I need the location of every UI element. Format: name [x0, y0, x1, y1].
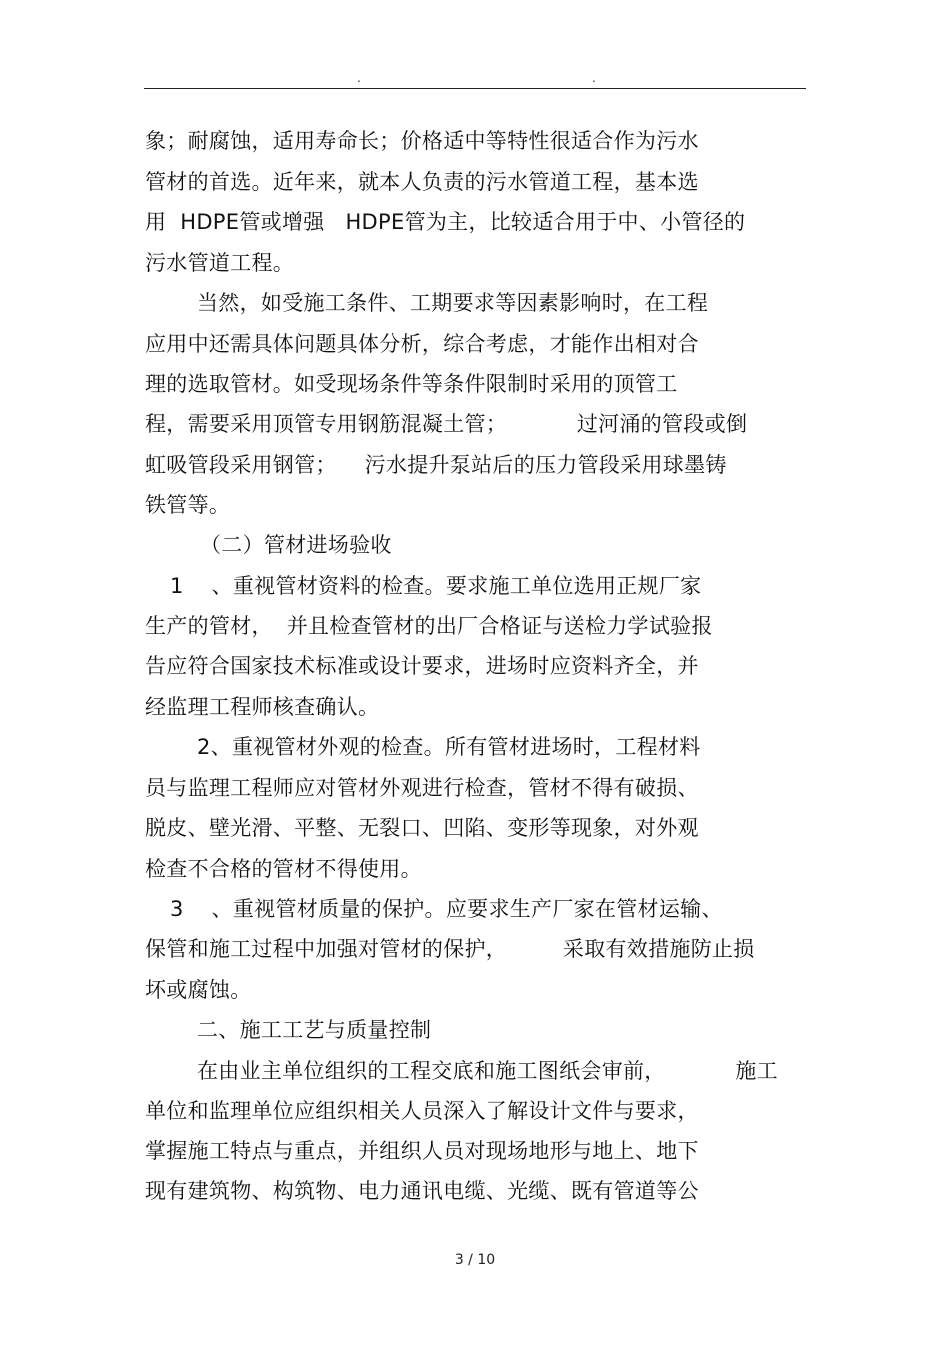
text-line: 经监理工程师核查确认。 — [145, 695, 380, 719]
text-line: 管材的首选。近年来，就本人负责的污水管道工程，基本选 — [145, 170, 699, 194]
text-line: 象；耐腐蚀，适用寿命长；价格适中等特性很适合作为污水 — [145, 129, 699, 153]
text-line: 2、重视管材外观的检查。所有管材进场时，工程材料 — [197, 735, 701, 759]
header-rule — [144, 88, 806, 89]
text-line: 污水管道工程。 — [145, 251, 295, 275]
text-line: 1 、重视管材资料的检查。要求施工单位选用正规厂家 — [170, 574, 702, 598]
section-heading: （二）管材进场验收 — [200, 533, 392, 557]
header-mark-right: . — [592, 71, 596, 85]
text-line: 3 、重视管材质量的保护。应要求生产厂家在管材运输、 — [170, 897, 723, 921]
text-line: 铁管等。 — [145, 493, 231, 517]
header-mark-left: . — [357, 71, 361, 85]
page-number: 3 / 10 — [454, 1252, 496, 1268]
text-line: 生产的管材， 并且检查管材的出厂合格证与送检力学试验报 — [145, 614, 713, 638]
text-line: 掌握施工特点与重点，并组织人员对现场地形与地上、地下 — [145, 1139, 699, 1163]
text-line: 理的选取管材。如受现场条件等条件限制时采用的顶管工 — [145, 372, 678, 396]
text-line: 检查不合格的管材不得使用。 — [145, 857, 422, 881]
text-line: 现有建筑物、构筑物、电力通讯电缆、光缆、既有管道等公 — [145, 1179, 699, 1203]
text-line: 告应符合国家技术标准或设计要求，进场时应资料齐全，并 — [145, 654, 699, 678]
text-line: 单位和监理单位应组织相关人员深入了解设计文件与要求， — [145, 1099, 699, 1123]
text-line: 用 HDPE管或增强 HDPE管为主，比较适合用于中、小管径的 — [145, 210, 746, 234]
text-line: 应用中还需具体问题具体分析，综合考虑，才能作出相对合 — [145, 332, 699, 356]
text-line: 程，需要采用顶管专用钢筋混凝土管； 过河涌的管段或倒 — [145, 412, 748, 436]
text-line: 脱皮、壁光滑、平整、无裂口、凹陷、变形等现象，对外观 — [145, 816, 699, 840]
text-line: 当然，如受施工条件、工期要求等因素影响时，在工程 — [197, 291, 709, 315]
text-line: 员与监理工程师应对管材外观进行检查，管材不得有破损、 — [145, 776, 699, 800]
text-line: 坏或腐蚀。 — [145, 978, 252, 1002]
text-line: 保管和施工过程中加强对管材的保护， 采取有效措施防止损 — [145, 937, 755, 961]
text-line: 虹吸管段采用钢管； 污水提升泵站后的压力管段采用球墨铸 — [145, 453, 727, 477]
section-heading: 二、施工工艺与质量控制 — [197, 1018, 432, 1042]
text-line: 在由业主单位组织的工程交底和施工图纸会审前， 施工 — [197, 1059, 778, 1083]
